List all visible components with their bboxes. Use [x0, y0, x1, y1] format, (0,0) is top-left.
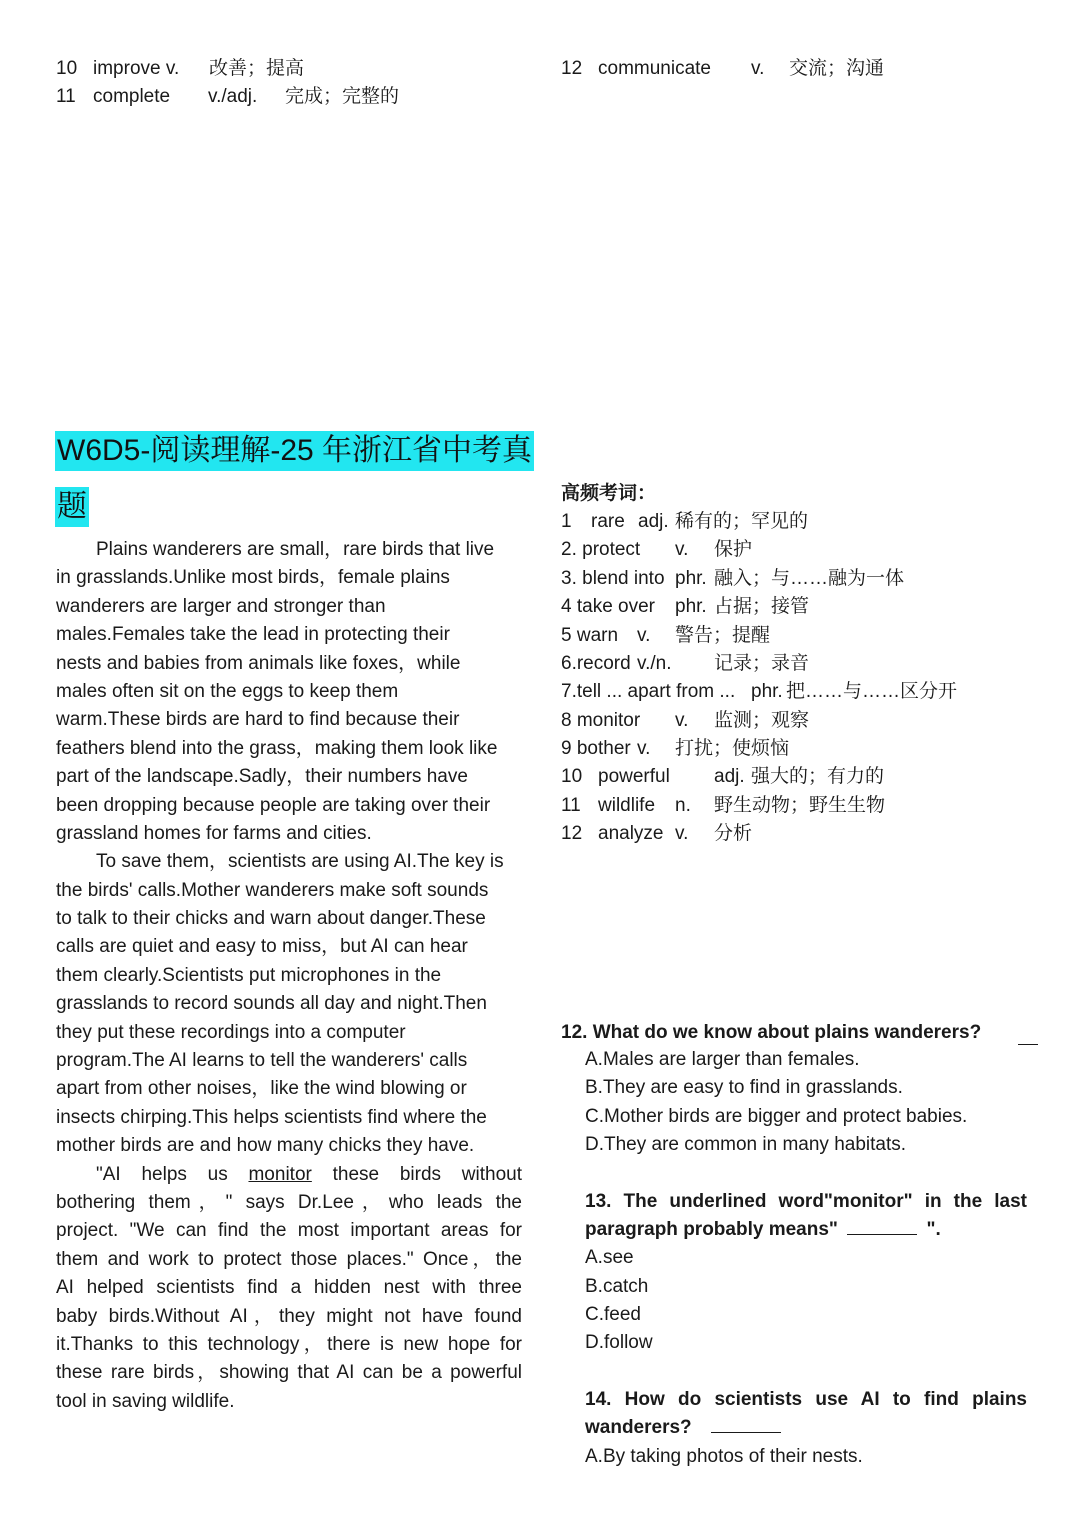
vocab-pos: adj. — [638, 511, 669, 532]
passage-line: Plains wanderers are small，rare birds that live — [96, 539, 495, 560]
vocab-item — [561, 792, 885, 820]
passage-text: these birds without — [332, 1163, 522, 1185]
vocab-item — [561, 593, 809, 621]
passage-line: mother birds are and how many chicks they have. — [56, 1135, 475, 1157]
question-13-stem: 13. The underlined word"monitor" in the last — [585, 1191, 1027, 1212]
vocab-meaning: 融入；与……融为一体 — [714, 568, 905, 589]
vocab-meaning: 警告；提醒 — [675, 625, 771, 646]
vocab-meaning: 强大的；有力的 — [751, 766, 885, 787]
vocab-pos: v. — [751, 58, 765, 79]
vocab-item — [561, 536, 752, 564]
question-12-stem — [561, 1019, 981, 1047]
top-vocab-row — [56, 55, 304, 83]
top-vocab-row — [561, 55, 884, 83]
vocab-word: 8 monitor — [561, 710, 641, 731]
vocab-item — [561, 650, 809, 678]
vocab-word: 7.tell ... apart from ... — [561, 681, 736, 702]
vocab-item — [561, 820, 752, 848]
vocab-number: 11 — [561, 795, 581, 816]
vocab-item — [561, 735, 789, 763]
passage-line: insects chirping.This helps scientists find where the — [56, 1106, 487, 1128]
passage-line: part of the landscape.Sadly，their numbers have — [56, 766, 468, 788]
passage-text: "AI helps us — [96, 1163, 228, 1185]
top-vocab-row — [56, 83, 399, 111]
vocab-meaning: 记录；录音 — [714, 653, 810, 674]
passage-line: feathers blend into the grass，making them look like — [56, 737, 498, 759]
vocab-number: 10 — [561, 766, 583, 787]
vocab-word: rare — [591, 511, 625, 532]
question-14-stem: 14. How do scientists use AI to find plains — [585, 1389, 1027, 1410]
vocab-number: 1 — [561, 511, 572, 532]
vocab-meaning: 占据；接管 — [714, 596, 810, 617]
vocab-item — [561, 763, 884, 791]
vocab-pos: phr. — [675, 568, 707, 589]
option-13-b[interactable]: B.catch — [585, 1276, 649, 1297]
question-text: wanderers? — [585, 1417, 692, 1438]
vocab-number: 10 — [56, 58, 78, 79]
vocab-meaning: 改善；提高 — [209, 58, 305, 79]
vocab-meaning: 野生动物；野生生物 — [714, 795, 886, 816]
vocab-word: wildlife — [598, 795, 656, 816]
vocab-word: 3. blend into — [561, 568, 665, 589]
answer-blank-14[interactable] — [711, 1414, 781, 1433]
passage-line: grasslands to record sounds all day and night.Then — [56, 993, 487, 1015]
option-12-d[interactable]: D.They are common in many habitats. — [585, 1134, 907, 1155]
vocab-number: 12 — [561, 58, 583, 79]
vocab-item — [561, 707, 809, 735]
passage-line — [56, 1161, 522, 1189]
vocab-pos: v./n. — [637, 653, 672, 674]
passage-line: wanderers are larger and stronger than — [56, 595, 386, 617]
passage-line: the birds' calls.Mother wanderers make soft sounds — [56, 879, 489, 901]
passage-line: them and work to protect those places." Once，the — [56, 1248, 522, 1270]
vocab-word: improve v. — [93, 58, 180, 79]
question-14-stem-line2 — [585, 1414, 781, 1442]
vocab-meaning: 分析 — [714, 823, 753, 844]
option-12-a[interactable]: A.Males are larger than females. — [585, 1049, 860, 1070]
vocab-word: communicate — [598, 58, 711, 79]
vocab-meaning: 监测；观察 — [714, 710, 810, 731]
passage-line: these rare birds，showing that AI can be a powerful — [56, 1362, 522, 1384]
vocab-pos: v. — [637, 738, 651, 759]
vocab-pos: v. — [637, 625, 651, 646]
vocab-number: 12 — [561, 823, 583, 844]
answer-blank-13[interactable] — [847, 1216, 917, 1235]
passage-line: in grasslands.Unlike most birds，female plains — [56, 567, 450, 589]
passage-line: calls are quiet and easy to miss，but AI can hear — [56, 936, 468, 958]
option-13-a[interactable]: A.see — [585, 1247, 634, 1268]
passage-line: baby birds.Without AI，they might not have found — [56, 1305, 522, 1327]
vocab-pos: v. — [675, 539, 689, 560]
underlined-word-monitor: monitor — [248, 1163, 312, 1185]
vocab-pos: n. — [675, 795, 691, 816]
vocab-item — [561, 622, 770, 650]
passage-line: bothering them，" says Dr.Lee，who leads the — [56, 1191, 522, 1213]
question-13-stem-line2 — [585, 1216, 941, 1244]
vocab-pos: v. — [675, 710, 689, 731]
vocab-word: 5 warn — [561, 625, 619, 646]
vocab-pos: phr. — [675, 596, 707, 617]
passage-line: males.Females take the lead in protecting their — [56, 624, 450, 646]
vocab-word: 4 take over — [561, 596, 655, 617]
question-text: 12. What do we know about plains wanderers? — [561, 1022, 982, 1043]
vocab-word: complete — [93, 86, 171, 107]
option-12-c[interactable]: C.Mother birds are bigger and protect babies. — [585, 1106, 968, 1127]
vocab-meaning: 保护 — [714, 539, 753, 560]
vocab-number: 11 — [56, 86, 76, 107]
passage-line: to talk to their chicks and warn about danger.These — [56, 908, 486, 930]
option-13-c[interactable]: C.feed — [585, 1304, 641, 1325]
vocab-item — [561, 678, 957, 706]
passage-line: project. "We can find the most important areas for — [56, 1220, 522, 1242]
passage-line: been dropping because people are taking over their — [56, 794, 491, 816]
vocab-word: 9 bother — [561, 738, 631, 759]
question-text: paragraph probably means" — [585, 1219, 838, 1240]
vocab-meaning: 稀有的；罕见的 — [675, 511, 809, 532]
passage-line: program.The AI learns to tell the wanderers' calls — [56, 1050, 468, 1072]
vocab-word: 6.record — [561, 653, 631, 674]
vocab-pos: phr. — [751, 681, 783, 702]
reading-passage — [56, 536, 522, 1416]
vocab-meaning: 打扰；使烦恼 — [675, 738, 790, 759]
option-12-b[interactable]: B.They are easy to find in grasslands. — [585, 1077, 903, 1098]
question-text: ". — [926, 1219, 941, 1240]
passage-line: To save them，scientists are using AI.The key is — [96, 851, 504, 873]
vocab-pos: v. — [675, 823, 689, 844]
vocab-meaning: 完成；完整的 — [285, 86, 400, 107]
vocab-pos: adj. — [714, 766, 745, 787]
vocab-word: analyze — [598, 823, 664, 844]
passage-line: AI helped scientists find a hidden nest with three — [56, 1277, 522, 1299]
vocab-meaning: 把……与……区分开 — [786, 681, 958, 702]
vocab-meaning: 交流；沟通 — [789, 58, 885, 79]
passage-line: them clearly.Scientists put microphones in the — [56, 964, 442, 986]
section-title: W6D5-阅读理解-25 年浙江省中考真 — [55, 431, 534, 471]
passage-line: grassland homes for farms and cities. — [56, 822, 372, 844]
vocab-pos: v./adj. — [208, 86, 258, 107]
option-14-a[interactable]: A.By taking photos of their nests. — [585, 1446, 863, 1467]
vocab-word: powerful — [598, 766, 670, 787]
passage-line: apart from other noises，like the wind blowing or — [56, 1078, 467, 1100]
passage-line: males often sit on the eggs to keep them — [56, 680, 399, 702]
answer-blank-12[interactable] — [1018, 1026, 1038, 1045]
passage-line: tool in saving wildlife. — [56, 1390, 235, 1412]
vocab-item — [561, 508, 808, 536]
vocab-word: 2. protect — [561, 539, 641, 560]
vocab-item — [561, 565, 904, 593]
section-title-continued: 题 — [55, 487, 89, 527]
passage-line: warm.These birds are hard to find because their — [56, 709, 460, 731]
option-13-d[interactable]: D.follow — [585, 1332, 653, 1353]
passage-line: it.Thanks to this technology，there is new hope for — [56, 1333, 522, 1355]
passage-line: they put these recordings into a computer — [56, 1021, 406, 1043]
vocab-heading: 高频考词： — [561, 483, 657, 504]
passage-line: nests and babies from animals like foxes，while — [56, 652, 461, 674]
